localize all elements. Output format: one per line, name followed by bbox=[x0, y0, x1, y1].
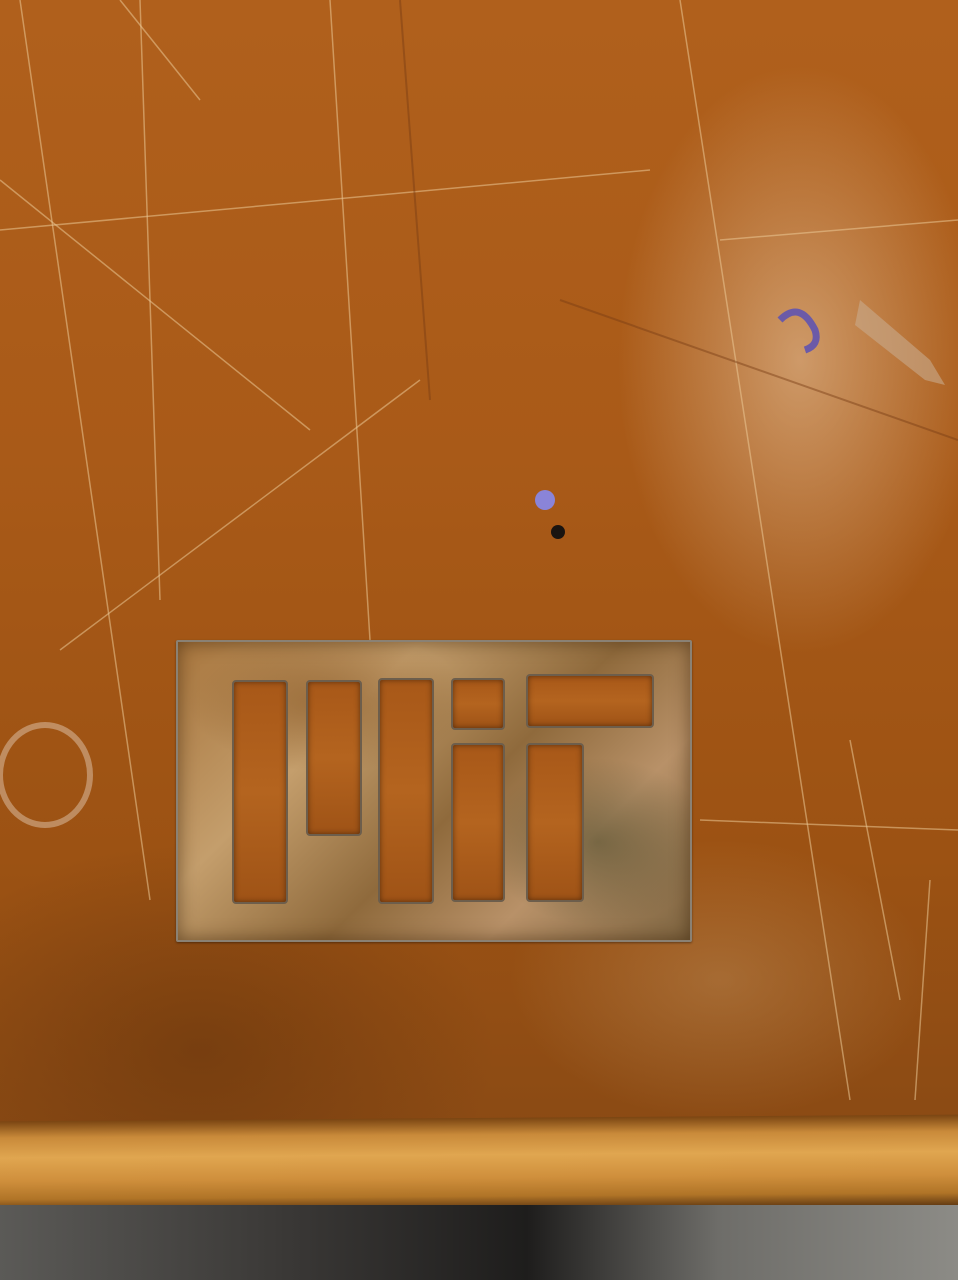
stencil-slot bbox=[451, 678, 505, 730]
stencil-slot bbox=[306, 680, 362, 836]
stencil-slot bbox=[526, 674, 654, 728]
desk-front-edge bbox=[0, 1115, 958, 1214]
stencil-slot bbox=[232, 680, 288, 904]
stencil-slot bbox=[378, 678, 434, 904]
floor-background bbox=[0, 1205, 958, 1280]
stencil-slot bbox=[526, 743, 584, 902]
stencil-plate bbox=[176, 640, 692, 942]
stencil-slot bbox=[451, 743, 505, 902]
